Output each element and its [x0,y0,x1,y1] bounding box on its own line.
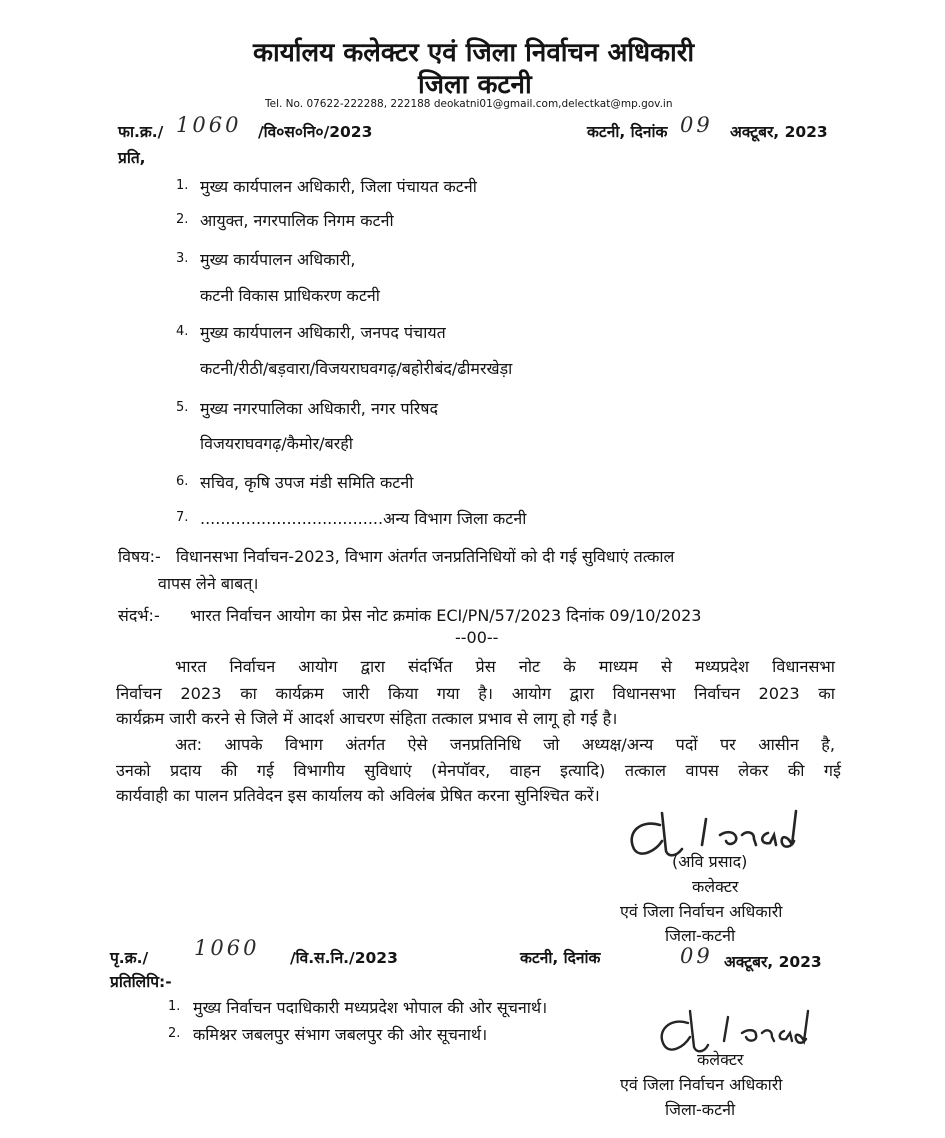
recipient-line: आयुक्त, नगरपालिक निगम कटनी [200,211,394,230]
recipient-number: 5. [176,400,189,415]
recipient-line: मुख्य कार्यपालन अधिकारी, [200,250,356,269]
copy-item-text: मुख्य निर्वाचन पदाधिकारी मध्यप्रदेश भोपाल की ओर सूचनार्थ। [193,998,548,1017]
separator: --00-- [455,628,499,647]
signatory-name: (अवि प्रसाद) [672,852,748,871]
copy-item-text: कमिश्नर जबलपुर संभाग जबलपुर की ओर सूचनार्थ। [193,1025,488,1044]
recipient-number: 1. [176,178,189,193]
body-line: कार्यक्रम जारी करने से जिले में आदर्श आचरण संहिता तत्काल प्रभाव से लागू हो गई है। [116,709,618,728]
recipient-number: 2. [176,212,189,227]
recipient-number: 4. [176,324,189,339]
body-line: निर्वाचन 2023 का कार्यक्रम जारी किया गया है। आयोग द्वारा विधानसभा निर्वाचन 2023 का [116,684,835,703]
copy-label: प्रतिलिपि:- [110,973,172,991]
recipient-number: 7. [176,510,189,525]
letter-ref-prefix: फा.क्र./ [118,123,164,141]
copy-item-number: 2. [168,1026,181,1041]
body-line: कार्यवाही का पालन प्रतिवेदन इस कार्यालय को अविलंब प्रेषित करना सुनिश्चित करें। [116,786,600,805]
signatory-district: जिला-कटनी [665,926,736,945]
body-line: भारत निर्वाचन आयोग द्वारा संदर्भित प्रेस नोट के माध्यम से मध्यप्रदेश विधानसभा [175,657,835,676]
district-title: जिला कटनी [418,70,532,100]
subject-line-2: वापस लेने बाबत्। [158,574,259,593]
subject-line-1: विधानसभा निर्वाचन-2023, विभाग अंतर्गत जनप्रतिनिधियों को दी गई सुविधाएं तत्काल [176,547,675,566]
recipient-line: सचिव, कृषि उपज मंडी समिति कटनी [200,473,414,492]
office-title: कार्यालय कलेक्टर एवं जिला निर्वाचन अधिकारी [253,38,695,68]
letter-ref-suffix: /वि०स०नि०/2023 [258,123,373,141]
letter-date-day: 09 [680,113,713,137]
recipient-line: कटनी/रीठी/बड़वारा/विजयराघवगढ़/बहोरीबंद/ढीमरखेड़ा [200,359,513,378]
recipient-number: 3. [176,251,189,266]
copy-ref-suffix: /वि.स.नि./2023 [290,949,398,967]
copy-ref-number: 1060 [194,936,260,960]
recipient-line: मुख्य नगरपालिका अधिकारी, नगर परिषद [200,399,439,418]
body-line: अत: आपके विभाग अंतर्गत ऐसे जनप्रतिनिधि जो अध्यक्ष/अन्य पदों पर आसीन है, [175,735,835,754]
copy-ref-prefix: पृ.क्र./ [110,949,149,967]
copy-date-day: 09 [680,944,713,968]
recipient-line: मुख्य कार्यपालन अधिकारी, जनपद पंचायत [200,323,446,342]
recipient-line: कटनी विकास प्राधिकरण कटनी [200,286,380,305]
signatory-role: एवं जिला निर्वाचन अधिकारी [620,902,783,921]
recipient-line: विजयराघवगढ़/कैमोर/बरही [200,434,353,453]
copy-signatory-designation: कलेक्टर [697,1050,744,1069]
letter-ref-number: 1060 [176,113,242,137]
reference-label: संदर्भ:- [118,606,160,625]
contact-line: Tel. No. 07622-222288, 222188 deokatni01@gmail.com,delectkat@mp.gov.in [265,98,673,110]
recipient-number: 6. [176,474,189,489]
copy-date-label: कटनी, दिनांक [520,949,601,967]
body-line: उनको प्रदाय की गई विभागीय सुविधाएं (मेनपॉवर, वाहन इत्यादि) तत्काल वापस लेकर की गई [116,761,841,780]
recipient-line: मुख्य कार्यपालन अधिकारी, जिला पंचायत कटनी [200,177,477,196]
letter-date-label: कटनी, दिनांक [587,123,668,141]
signatory-designation: कलेक्टर [692,877,739,896]
to-label: प्रति, [118,149,146,167]
copy-signatory-district: जिला-कटनी [665,1100,736,1119]
recipient-line: ....................................अन्य विभाग जिला कटनी [200,509,527,528]
copy-date-month-year: अक्टूबर, 2023 [724,953,822,971]
copy-item-number: 1. [168,999,181,1014]
subject-label: विषय:- [118,547,161,566]
copy-signatory-role: एवं जिला निर्वाचन अधिकारी [620,1075,783,1094]
letter-date-month-year: अक्टूबर, 2023 [730,123,828,141]
reference-text: भारत निर्वाचन आयोग का प्रेस नोट क्रमांक ECI/PN/57/2023 दिनांक 09/10/2023 [190,606,702,625]
